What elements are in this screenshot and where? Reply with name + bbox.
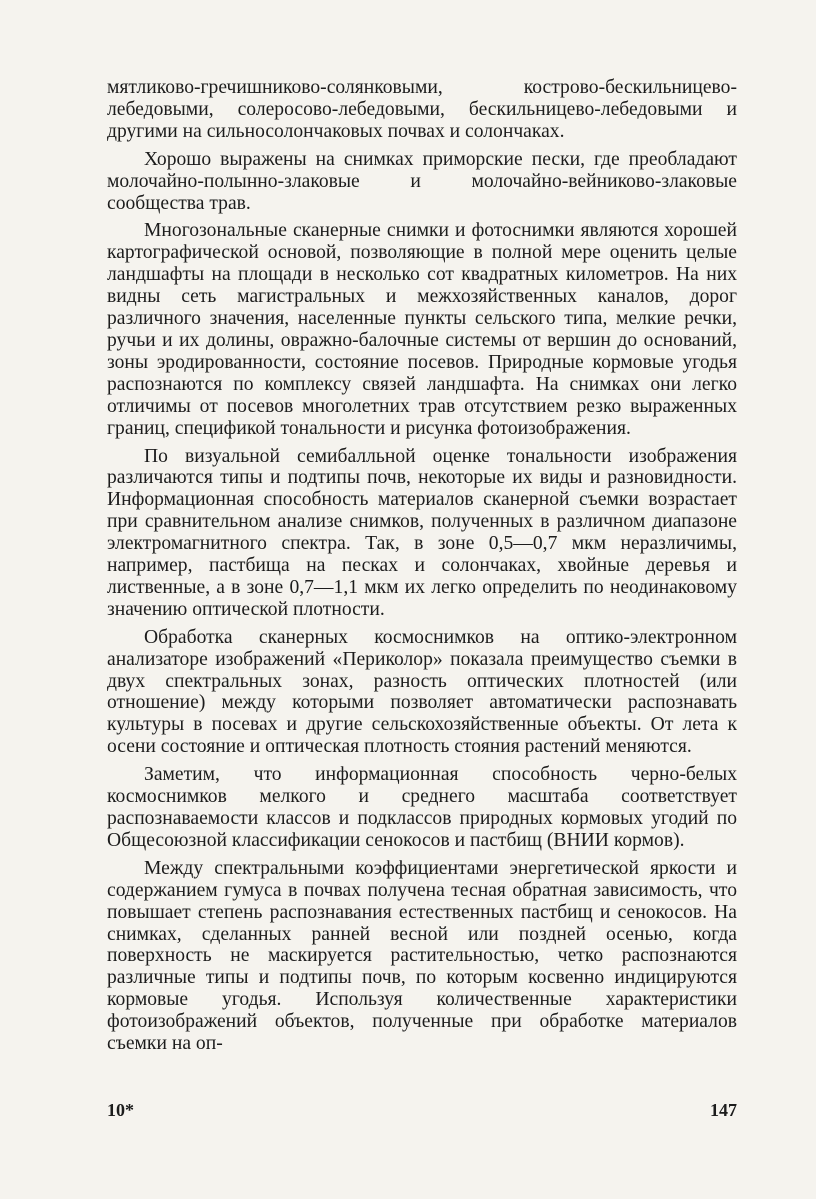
paragraph-1: мятликово-гречишниково-солянковыми, кострово-бескильницево-лебедовыми, солеросово-лебедовыми, бескильницево-лебедовыми и другими на сильносолончаковых почвах и солончаках. bbox=[107, 77, 737, 142]
paragraph-2: Хорошо выражены на снимках приморские пески, где преобладают молочайно-полынно-злаковые и молочайно-вейниково-злаковые сообщества трав. bbox=[107, 148, 737, 214]
paragraph-7: Между спектральными коэффициентами энергетической яркости и содержанием гумуса в почвах получена тесная обратная зависимость, что повышает степень распознавания естественных пастбищ и сенокосов. На снимках, сделанных ранней весной или поздней осенью, когда поверхность не маскируется растительностью, четко распознаются различные типы и подтипы почв, по которым косвенно индицируются кормовые угодья. Используя количественные характеристики фотоизображений объектов, полученные при обработке материалов съемки на оп- bbox=[107, 857, 737, 1055]
signature-mark: 10* bbox=[107, 1100, 134, 1120]
paragraph-5: Обработка сканерных космоснимков на оптико-электронном анализаторе изображений «Периколор» показала преимущество съемки в двух спектральных зонах, разность оптических плотностей (или отношение) между которыми позволяет автоматически распознавать культуры в посевах и другие сельскохозяйственные объекты. От лета к осени состояние и оптическая плотность стояния растений меняются. bbox=[107, 626, 737, 758]
body-text bbox=[107, 77, 737, 1061]
page-number: 147 bbox=[710, 1100, 737, 1120]
paragraph-6: Заметим, что информационная способность черно-белых космоснимков мелкого и среднего масштаба соответствует распознаваемости классов и подклассов природных кормовых угодий по Общесоюзной классификации сенокосов и пастбищ (ВНИИ кормов). bbox=[107, 764, 737, 851]
paragraph-3: Многозональные сканерные снимки и фотоснимки являются хорошей картографической основой, позволяющие в полной мере оценить целые ландшафты на площади в несколько сот квадратных километров. На них видны сеть магистральных и межхозяйственных каналов, дорог различного значения, населенные пункты сельского типа, мелкие речки, ручьи и их долины, овражно-балочные системы от вершин до оснований, зоны эродированности, состояние посевов. Природные кормовые угодья распознаются по комплексу связей ландшафта. На снимках они легко отличимы от посевов многолетних трав отсутствием резко выраженных границ, спецификой тональности и рисунка фотоизображения. bbox=[107, 220, 737, 439]
paragraph-4: По визуальной семибалльной оценке тональности изображения различаются типы и подтипы почв, некоторые их виды и разновидности. Информационная способность материалов сканерной съемки возрастает при сравнительном анализе снимков, полученных в различном диапазоне электромагнитного спектра. Так, в зоне 0,5—0,7 мкм неразличимы, например, пастбища на песках и солончаках, хвойные деревья и лиственные, а в зоне 0,7—1,1 мкм их легко определить по неодинаковому значению оптической плотности. bbox=[107, 445, 737, 620]
